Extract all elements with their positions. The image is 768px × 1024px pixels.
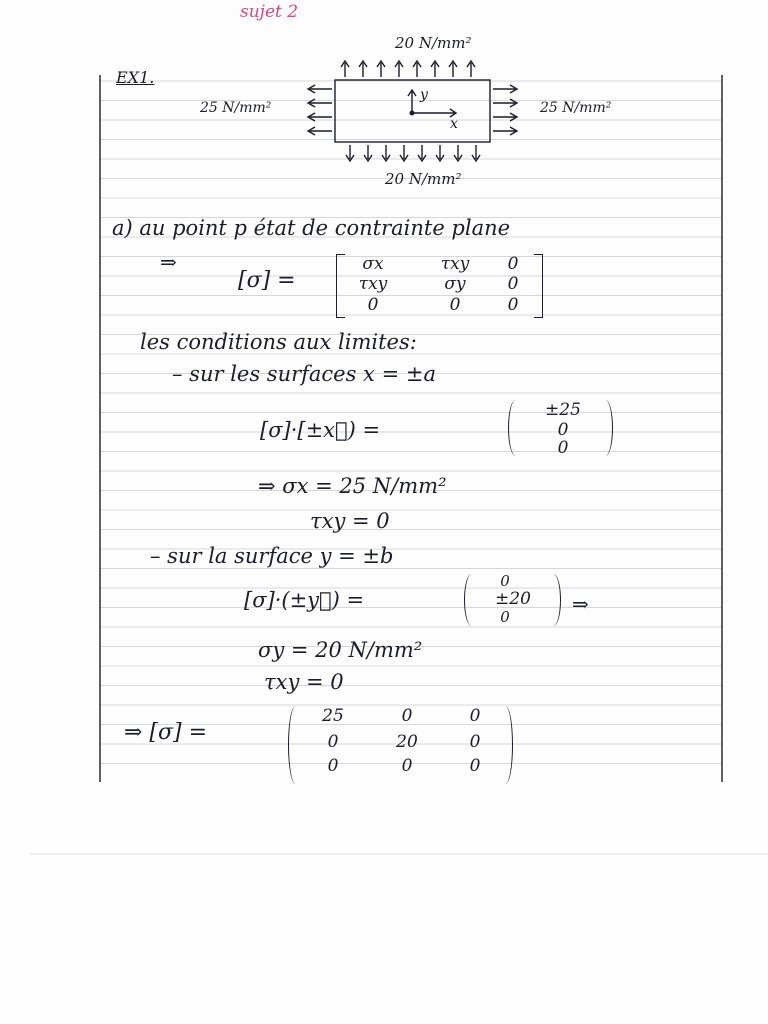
matrix-paren-left <box>288 706 303 784</box>
implies-arrow-2: ⇒ <box>572 592 589 616</box>
vector-paren-right <box>546 574 561 626</box>
vector-cell: 0 <box>500 608 510 626</box>
matrix-cell: σy <box>444 274 466 294</box>
matrix-cell: 20 <box>396 732 418 752</box>
matrix-paren-right <box>498 706 513 784</box>
matrix-bracket-left <box>336 254 345 318</box>
subject-title: sujet 2 <box>240 2 299 22</box>
stress-tensor-lhs: [σ] = <box>238 268 296 293</box>
surface-y-line: – sur la surface y = ±b <box>150 544 394 568</box>
matrix-cell: 0 <box>449 295 461 315</box>
vector-paren-right <box>598 400 613 456</box>
vector-cell: ±20 <box>495 589 531 609</box>
left-arrows <box>308 85 332 135</box>
axis-label-y: y <box>420 87 428 103</box>
result-sigma-x: ⇒ σx = 25 N/mm² <box>258 474 447 498</box>
matrix-cell: 0 <box>507 254 519 274</box>
matrix-cell: 0 <box>507 295 519 315</box>
surfaces-x-line: – sur les surfaces x = ±a <box>172 362 436 386</box>
matrix-cell: 25 <box>322 706 344 726</box>
exercise-label: EX1. <box>116 68 155 87</box>
point-p-dot <box>410 111 415 116</box>
result-sigma-y: σy = 20 N/mm² <box>258 638 423 662</box>
load-bottom: 20 N/mm² <box>385 170 462 188</box>
traction-x-lhs: [σ]·[±x⃗) = <box>260 418 381 442</box>
vector-paren-left <box>464 574 479 626</box>
vector-cell: 0 <box>557 438 569 458</box>
vector-paren-left <box>508 400 523 456</box>
top-arrows <box>341 61 475 77</box>
matrix-cell: 0 <box>327 756 339 776</box>
vector-cell: 0 <box>500 572 510 590</box>
matrix-cell: 0 <box>401 756 413 776</box>
axis-label-x: x <box>450 116 458 132</box>
right-arrows <box>493 85 517 135</box>
boundary-conditions-title: les conditions aux limites: <box>140 330 417 354</box>
result-tau-xy-1: τxy = 0 <box>310 509 390 533</box>
load-left: 25 N/mm² <box>200 100 272 116</box>
part-a-statement: a) au point p état de contrainte plane <box>112 216 511 240</box>
matrix-cell: 0 <box>507 274 519 294</box>
matrix-cell: 0 <box>401 706 413 726</box>
matrix-cell: σx <box>362 254 384 274</box>
matrix-cell: 0 <box>367 295 379 315</box>
matrix-cell: τxy <box>440 254 470 274</box>
matrix-cell: 0 <box>469 756 481 776</box>
stress-block-diagram <box>290 55 540 167</box>
matrix-cell: 0 <box>469 732 481 752</box>
result-tau-xy-2: τxy = 0 <box>264 670 344 694</box>
matrix-cell: 0 <box>469 706 481 726</box>
vector-cell: 0 <box>557 420 569 440</box>
matrix-cell: τxy <box>358 274 388 294</box>
matrix-cell: 0 <box>327 732 339 752</box>
final-tensor-lhs: ⇒ [σ] = <box>124 720 208 745</box>
bottom-arrows <box>346 145 480 161</box>
vector-cell: ±25 <box>545 400 581 420</box>
axes-icon <box>408 87 456 117</box>
traction-y-lhs: [σ]·(±y⃗) = <box>244 588 365 612</box>
load-top: 20 N/mm² <box>395 34 472 52</box>
implies-arrow-1: ⇒ <box>160 250 177 274</box>
load-right: 25 N/mm² <box>540 100 612 116</box>
